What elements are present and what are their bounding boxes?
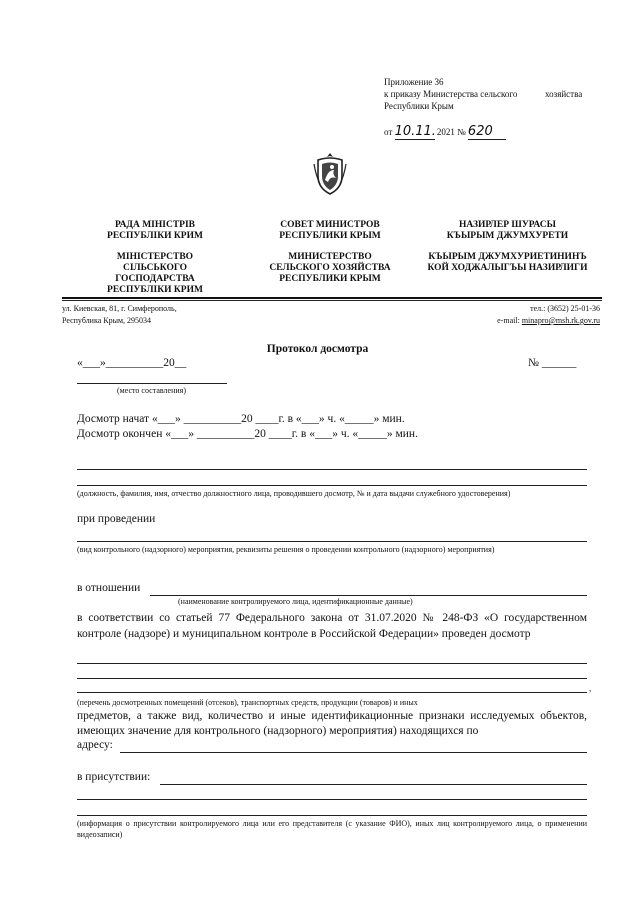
place-caption: (место составления) [117,386,186,395]
header-right [425,220,590,242]
appendix-order-line [384,124,506,140]
appendix-line3: Республики Крым [384,101,454,111]
end-time: Досмотр окончен «___» __________20 ____г. в «___» ч. «_____» мин. [77,428,418,440]
official-caption: (должность, фамилия, имя, отчество должностного лица, проводившего досмотр, № и дата выдачи служебного удостоверения) [77,489,511,498]
list-comma: , [589,683,592,693]
start-time: Досмотр начат «___» __________20 ____г. в «___» ч. «_____» мин. [77,413,405,425]
ministry-left [80,252,230,296]
email-line [497,316,600,325]
regarding-label: в отношении [77,582,141,594]
ministry-center-line2: СЕЛЬСКОГО ХОЗЯЙСТВА [269,263,391,273]
ministry-left-line3: ГОСПОДАРСТВА [115,274,195,284]
phone: тел.: (3652) 25-01-36 [530,304,600,313]
header-center-line1: СОВЕТ МИНИСТРОВ [280,220,380,230]
email-link[interactable]: minapro@msh.rk.gov.ru [521,316,600,325]
official-line2 [77,485,587,486]
address-line2: Республика Крым, 295034 [62,316,152,325]
during-label: при проведении [77,513,156,525]
regarding-line [150,595,587,596]
presence-line1 [160,784,587,785]
header-right-line1: НАЗИРЛЕР ШУРАСЫ [459,220,556,230]
order-date: 10.11. [394,124,436,139]
presence-line3 [77,815,587,816]
order-year: 2021 № [436,127,466,137]
ministry-right-line2: КОЙ ХОДЖАЛЫГЪЫ НАЗИРЛИГИ [427,263,588,273]
presence-line2 [77,799,587,800]
header-left-line1: РАДА МІНІСТРІВ [114,220,195,230]
order-number: 620 [468,124,506,140]
protocol-date: «___»__________20__ [77,357,187,369]
header-center [255,220,405,242]
list-line2 [77,678,587,679]
ministry-left-line2: СІЛЬСЬКОГО [122,263,188,273]
address-line [120,752,587,753]
header-divider-thin [62,300,602,301]
header-center-line2: РЕСПУБЛИКИ КРЫМ [279,231,381,241]
email-label: e-mail: [497,316,520,325]
crimea-emblem-icon [312,152,348,196]
regarding-caption: (наименование контролируемого лица, идентификационные данные) [178,597,413,606]
address-label: адресу: [77,739,113,751]
protocol-number: № ______ [528,357,577,369]
presence-label: в присутствии: [77,771,151,783]
header-right-line2: КЪЫРЫМ ДЖУМХУРЕТИ [446,231,569,241]
ministry-left-line4: РЕСПУБЛІКИ КРИМ [107,285,203,295]
ministry-right [425,252,590,274]
ministry-center [255,252,405,285]
list-caption: (перечень досмотренных помещений (отсеков), транспортных средств, продукции (товаров) и иных [77,698,418,707]
appendix-line2b: хозяйства [545,89,583,99]
ministry-right-line1: КЪЫРЫМ ДЖУМХУРИЕТИНИНЪ [428,252,587,262]
order-from: от [384,127,393,137]
header-left-line2: РЕСПУБЛІКИ КРИМ [107,231,203,241]
official-line1 [77,469,587,470]
document-title: Протокол досмотра [266,343,369,355]
event-line [77,541,587,542]
header-left [80,220,230,242]
address-line1: ул. Киевская, 81, г. Симферополь, [62,304,177,313]
appendix-line2: к приказу Министерства сельского [384,89,518,99]
list-line1 [77,663,587,664]
ministry-center-line3: РЕСПУБЛИКИ КРЫМ [279,274,381,284]
event-caption: (вид контрольного (надзорного) мероприятия, реквизиты решения о проведении контрольного (надзорного) мероприятия) [77,545,495,554]
ministry-left-line1: МІНІСТЕРСТВО [116,252,194,262]
ministry-center-line1: МИНИСТЕРСТВО [288,252,372,262]
presence-caption: (информация о присутствии контролируемого лица или его представителя (с указание ФИО), иных лиц контролируемого лица, о применении видеозаписи) [77,819,587,839]
header-divider [62,297,602,299]
law-text: в соответствии со статьей 77 Федерального закона от 31.07.2020 № 248-ФЗ «О государственном контроле (надзоре) и муниципальном контроле в Российской Федерации» проведен досмотр [77,612,587,640]
list-line3 [77,692,587,693]
list-text: предметов, а также вид, количество и иные идентификационные признаки исследуемых объектов, имеющих значение для контрольного (надзорного) мероприятия) находящихся по [77,710,587,737]
place-line [77,383,227,384]
appendix-line1: Приложение 36 [384,77,444,87]
